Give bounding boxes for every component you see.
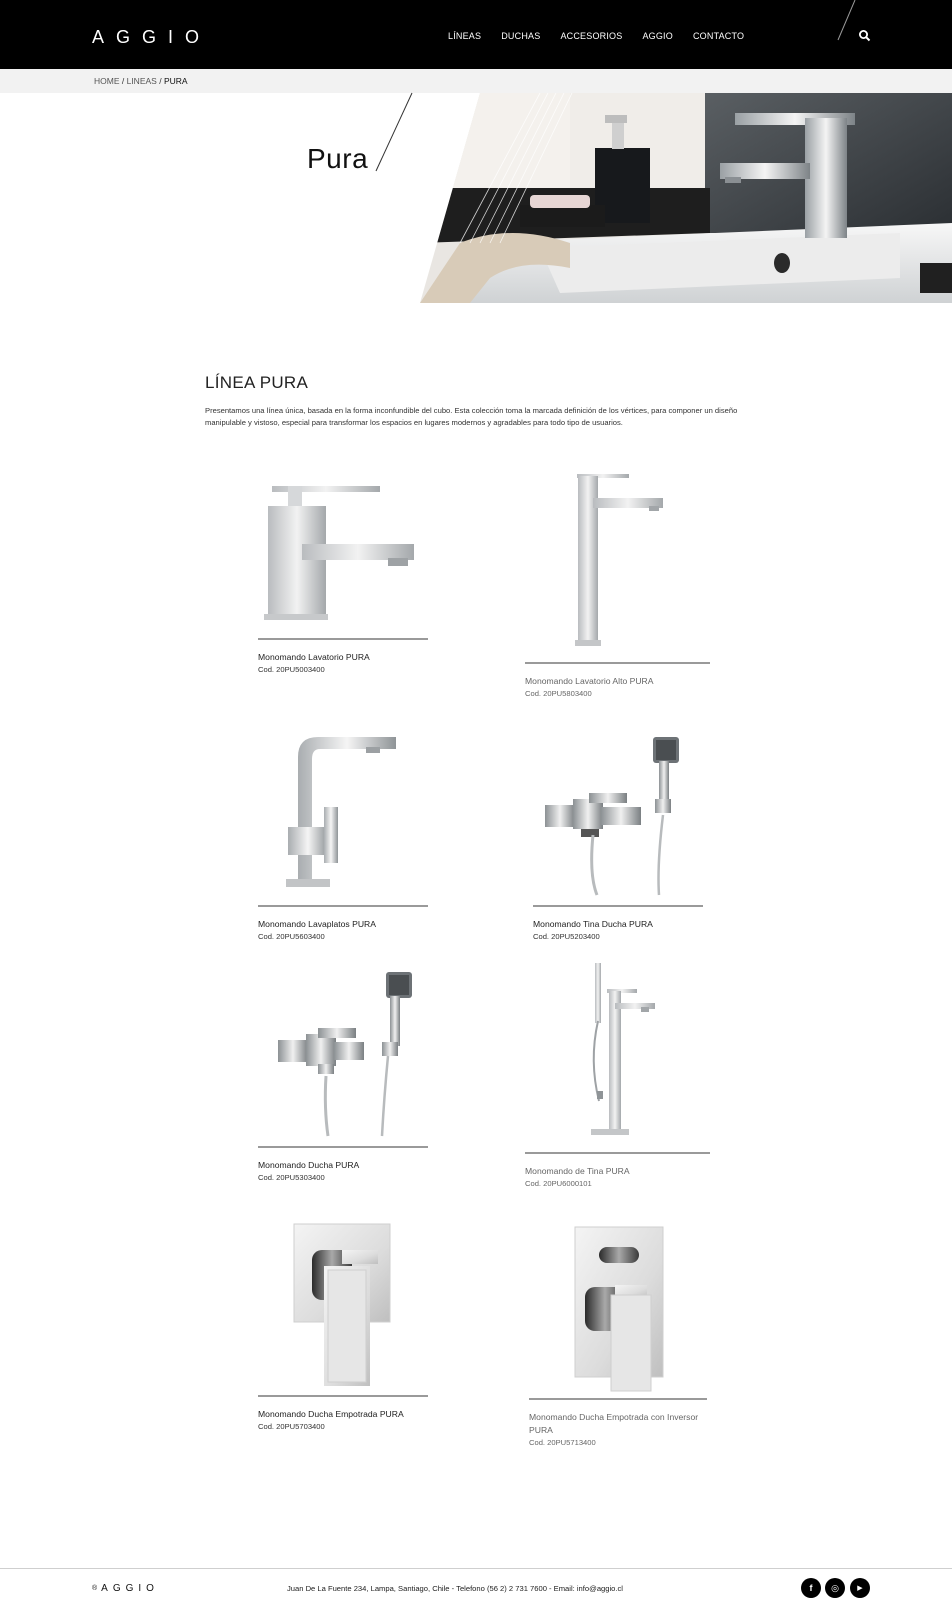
header-divider bbox=[836, 0, 856, 44]
nav-item-duchas[interactable]: DUCHAS bbox=[501, 31, 541, 41]
site-header bbox=[0, 0, 952, 69]
breadcrumb-bar bbox=[0, 69, 952, 93]
product-divider bbox=[529, 1398, 707, 1400]
product-card[interactable] bbox=[529, 1225, 707, 1448]
youtube-icon[interactable]: ▶ bbox=[850, 1578, 870, 1598]
footer-logo-text: AGGIO bbox=[101, 1583, 159, 1594]
product-name[interactable]: Monomando Lavatorio PURA bbox=[258, 651, 370, 662]
breadcrumb-current: PURA bbox=[163, 76, 188, 86]
product-image[interactable] bbox=[525, 470, 710, 657]
breadcrumb-separator: / bbox=[156, 76, 164, 86]
instagram-icon[interactable]: ◎ bbox=[825, 1578, 845, 1598]
product-divider bbox=[533, 905, 703, 907]
breadcrumb-home[interactable]: HOME bbox=[94, 76, 120, 86]
product-card[interactable] bbox=[258, 478, 428, 675]
product-code: Cod. 20PU5303400 bbox=[258, 1172, 325, 1182]
product-name[interactable]: Monomando Tina Ducha PURA bbox=[533, 918, 653, 929]
nav-item-aggio[interactable]: AGGIO bbox=[642, 31, 673, 41]
hero-banner bbox=[0, 93, 952, 303]
section-title: LÍNEA PURA bbox=[205, 373, 309, 392]
product-name[interactable]: Monomando Ducha PURA bbox=[258, 1159, 360, 1170]
product-image[interactable] bbox=[258, 735, 428, 900]
hero-title-slash bbox=[374, 93, 414, 173]
product-name[interactable]: Monomando Ducha Empotrada PURA bbox=[258, 1408, 404, 1419]
product-code: Cod. 20PU5203400 bbox=[533, 931, 600, 941]
footer-logo[interactable] bbox=[92, 1583, 159, 1594]
product-divider bbox=[258, 905, 428, 907]
footer-divider bbox=[0, 1568, 952, 1569]
product-image[interactable] bbox=[258, 1220, 428, 1390]
product-name[interactable]: Monomando Lavaplatos PURA bbox=[258, 918, 376, 929]
product-card[interactable] bbox=[533, 735, 703, 941]
product-card[interactable] bbox=[258, 1220, 428, 1432]
nav-item-accesorios[interactable]: ACCESORIOS bbox=[560, 31, 623, 41]
product-name[interactable]: Monomando Lavatorio Alto PURA bbox=[525, 675, 654, 686]
product-card[interactable] bbox=[258, 735, 428, 941]
product-image[interactable] bbox=[533, 735, 703, 900]
product-divider bbox=[258, 638, 428, 640]
product-card[interactable] bbox=[525, 961, 710, 1189]
product-image[interactable] bbox=[529, 1225, 707, 1393]
product-code: Cod. 20PU6000101 bbox=[525, 1178, 592, 1188]
search-icon[interactable] bbox=[858, 29, 872, 43]
breadcrumb bbox=[94, 76, 188, 86]
product-divider bbox=[258, 1146, 428, 1148]
nav-item-contacto[interactable]: CONTACTO bbox=[692, 31, 745, 41]
brand-logo[interactable]: AGGIO bbox=[92, 27, 212, 47]
main-nav bbox=[448, 31, 764, 41]
product-card[interactable] bbox=[258, 968, 428, 1183]
section-description: Presentamos una línea única, basada en la forma inconfundible del cubo. Esta colección toma la marcada definición de los vértices, para componer un diseño manipulable y vistoso, especial para transformar los espacios en lugares modernos y agradables para todo tipo de usuarios. bbox=[205, 406, 738, 427]
product-image[interactable] bbox=[258, 968, 428, 1141]
product-name[interactable]: Monomando de Tina PURA bbox=[525, 1165, 630, 1176]
product-code: Cod. 20PU5603400 bbox=[258, 931, 325, 941]
breadcrumb-lineas[interactable]: LINEAS bbox=[126, 76, 157, 86]
breadcrumb-separator: / bbox=[119, 76, 127, 86]
product-code: Cod. 20PU5803400 bbox=[525, 688, 592, 698]
hero-title: Pura bbox=[307, 143, 369, 174]
product-code: Cod. 20PU5713400 bbox=[529, 1437, 596, 1447]
product-code: Cod. 20PU5003400 bbox=[258, 664, 325, 674]
registered-mark: ® bbox=[92, 1585, 98, 1592]
product-image[interactable] bbox=[525, 961, 710, 1147]
nav-item-lineas[interactable]: LÍNEAS bbox=[448, 31, 482, 41]
hero-image bbox=[420, 93, 952, 303]
product-card[interactable] bbox=[525, 470, 710, 699]
footer-address: Juan De La Fuente 234, Lampa, Santiago, Chile - Telefono (56 2) 2 731 7600 - Email: info@aggio.cl bbox=[287, 1584, 623, 1593]
product-divider bbox=[525, 1152, 710, 1154]
product-divider bbox=[258, 1395, 428, 1397]
product-divider bbox=[525, 662, 710, 664]
product-name[interactable]: Monomando Ducha Empotrada con Inversor PURA bbox=[529, 1411, 699, 1435]
facebook-icon[interactable]: f bbox=[801, 1578, 821, 1598]
product-image[interactable] bbox=[258, 478, 428, 633]
product-code: Cod. 20PU5703400 bbox=[258, 1421, 325, 1431]
